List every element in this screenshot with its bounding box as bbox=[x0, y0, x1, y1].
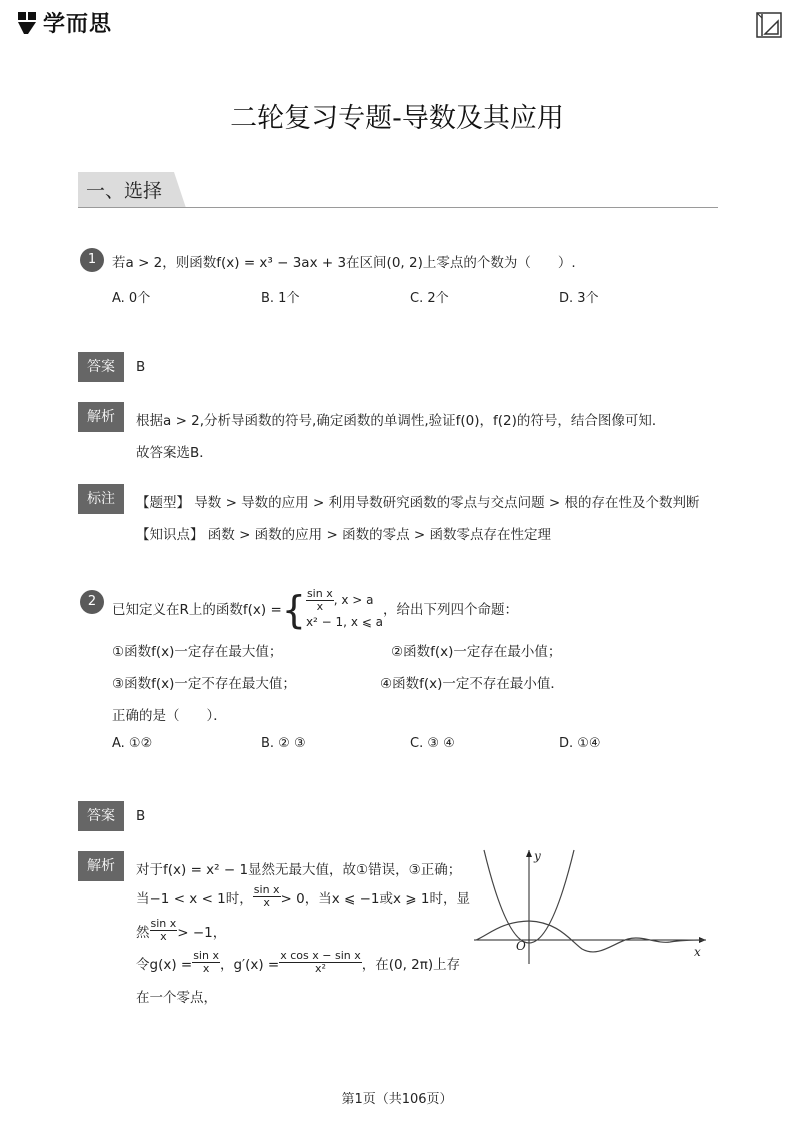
logo-mark-icon bbox=[16, 9, 40, 35]
piece-1-denominator: x bbox=[316, 600, 324, 613]
line-4-fraction-2 bbox=[279, 950, 362, 975]
logo-text: 学而思 bbox=[43, 11, 113, 37]
answer-value: B bbox=[136, 808, 146, 824]
brand-logo bbox=[16, 8, 112, 36]
piecewise-brace: { bbox=[281, 587, 306, 632]
answer-value: B bbox=[136, 359, 146, 375]
line-4-numerator-1: sin x bbox=[193, 949, 219, 962]
line-4-denominator-1: x bbox=[202, 962, 210, 975]
analysis-2-line-5: 在一个零点， bbox=[136, 990, 217, 1006]
proposition-3: ③函数f(x)一定不存在最大值； bbox=[112, 676, 296, 692]
answer-tag: 答案 bbox=[78, 801, 124, 831]
analysis-2-line-2 bbox=[136, 884, 470, 909]
q2-stem-suffix: ，给出下列四个命题： bbox=[382, 601, 518, 618]
ruler-triangle-icon bbox=[756, 12, 782, 38]
line-2-numerator: sin x bbox=[253, 883, 280, 896]
line-4-text-a: 令g(x) = bbox=[136, 956, 193, 973]
q2-stem-prefix: 已知定义在R上的函数f(x) = bbox=[112, 601, 282, 618]
piece-1-fraction bbox=[306, 588, 334, 613]
line-4-numerator-2: x cos x − sin x bbox=[280, 949, 361, 962]
line-3-denominator: x bbox=[160, 930, 167, 943]
line-3-numerator: sin x bbox=[150, 917, 177, 930]
line-3-text-a: 然 bbox=[136, 924, 150, 941]
proposition-1: ①函数f(x)一定存在最大值； bbox=[112, 644, 283, 660]
y-axis-label: y bbox=[534, 849, 541, 863]
line-3-fraction bbox=[150, 918, 178, 943]
page-footer: 第1页（共106页） bbox=[341, 1092, 453, 1107]
question-2-ask: 正确的是（ ）． bbox=[112, 708, 227, 724]
line-3-text-b: > −1， bbox=[177, 924, 227, 941]
line-2-denominator: x bbox=[263, 896, 270, 909]
section-title: 一、选择 bbox=[86, 180, 163, 202]
line-4-denominator-2: x² bbox=[315, 962, 326, 975]
q2-option-a: A. ①② bbox=[112, 736, 153, 751]
analysis-tag: 解析 bbox=[78, 402, 124, 432]
question-1-stem: 若a > 2，则函数f(x) = x³ − 3ax + 3在区间(0, 2)上零点的个数为（ ）. bbox=[112, 255, 576, 271]
proposition-4: ④函数f(x)一定不存在最小值． bbox=[380, 676, 564, 692]
line-4-fraction-1 bbox=[192, 950, 220, 975]
analysis-2-line-1: 对于f(x) = x² − 1显然无最大值，故①错误，③正确； bbox=[136, 862, 462, 878]
q1-option-a: A. 0个 bbox=[112, 291, 151, 306]
analysis-tag: 解析 bbox=[78, 851, 124, 881]
answer-tag: 答案 bbox=[78, 352, 124, 382]
note-tag: 标注 bbox=[78, 484, 124, 514]
q1-option-d: D. 3个 bbox=[559, 291, 599, 306]
function-graph bbox=[470, 846, 710, 966]
analysis-line-2: 故答案选B． bbox=[136, 445, 213, 461]
q1-option-c: C. 2个 bbox=[410, 291, 449, 306]
piece-1-condition: , x > a bbox=[333, 593, 374, 607]
line-4-text-b: ，g′(x) = bbox=[219, 956, 280, 973]
origin-label: O bbox=[516, 939, 526, 953]
piece-2: x² − 1, x ⩽ a bbox=[305, 615, 383, 629]
q2-option-c: C. ③ ④ bbox=[410, 736, 455, 751]
y-axis-arrow bbox=[526, 850, 532, 857]
section-header bbox=[78, 172, 718, 208]
x-axis-label: x bbox=[694, 945, 701, 959]
sinc-curve bbox=[476, 921, 704, 952]
q2-option-d: D. ①④ bbox=[559, 736, 601, 751]
analysis-2-line-3 bbox=[136, 918, 226, 943]
proposition-2: ②函数f(x)一定存在最小值； bbox=[391, 644, 562, 660]
line-2-text-b: > 0，当x ⩽ −1或x ⩾ 1时，显 bbox=[280, 890, 470, 907]
line-2-fraction bbox=[253, 884, 281, 909]
note-line-1: 【题型】 导数 > 导数的应用 > 利用导数研究函数的零点与交点问题 > 根的存在性及个数判断 bbox=[136, 495, 700, 511]
analysis-line-1: 根据a > 2,分析导函数的符号,确定函数的单调性,验证f(0)，f(2)的符号，结合图像可知． bbox=[136, 413, 666, 429]
note-line-2: 【知识点】 函数 > 函数的应用 > 函数的零点 > 函数零点存在性定理 bbox=[136, 527, 551, 543]
document-title: 二轮复习专题-导数及其应用 bbox=[230, 103, 564, 134]
q1-option-b: B. 1个 bbox=[261, 291, 300, 306]
question-number-badge: 2 bbox=[80, 590, 104, 614]
q2-option-b: B. ② ③ bbox=[261, 736, 306, 751]
line-2-text-a: 当−1 < x < 1时， bbox=[136, 890, 253, 907]
piecewise-cases bbox=[306, 588, 383, 631]
question-2-stem bbox=[112, 588, 518, 631]
piece-1-numerator: sin x bbox=[306, 587, 333, 600]
analysis-2-line-4 bbox=[136, 950, 460, 975]
line-4-text-c: ，在(0, 2π)上存 bbox=[361, 956, 461, 973]
piece-1 bbox=[306, 588, 383, 613]
question-number-badge: 1 bbox=[80, 248, 104, 272]
